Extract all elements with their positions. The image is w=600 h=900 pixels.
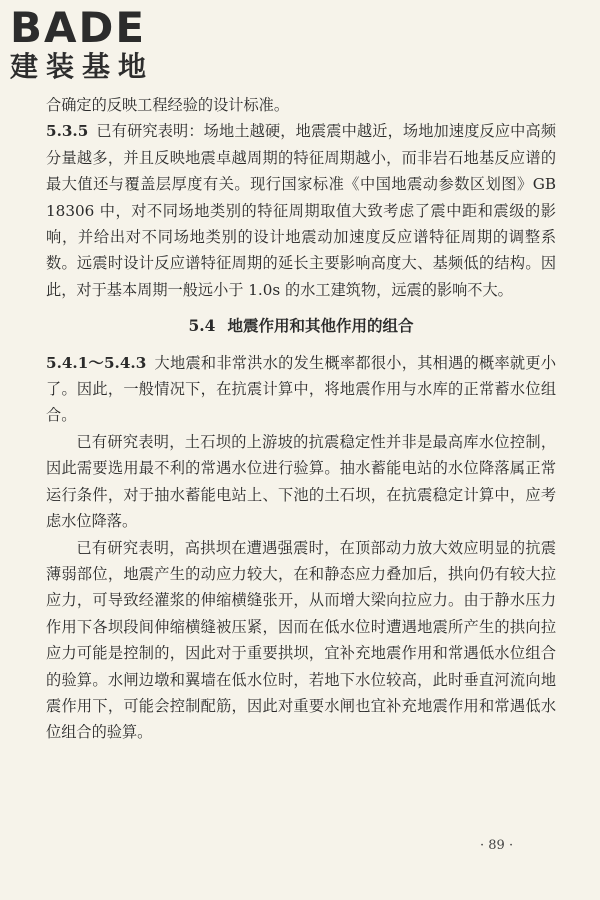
page-number: · 89 · (480, 838, 514, 853)
section-text: 大地震和非常洪水的发生概率都很小，其相遇的概率就更小了。因此，一般情况下，在抗震计算中，将地震作用与水库的正常蓄水位组合。 (46, 353, 557, 425)
section-5-4-1 (46, 350, 556, 429)
bade-logo (10, 3, 155, 84)
section-number: 5.3.5 (46, 122, 89, 141)
paragraph-arch-dam: 已有研究表明，高拱坝在遭遇强震时，在顶部动力放大效应明显的抗震薄弱部位，地震产生的动应力较大，在和静态应力叠加后，拱向仍有较大拉应力，可导致经灌浆的伸缩横缝张开，从而增大梁向拉应力。由于静水压力作用下各坝段间伸缩横缝被压紧，因而在低水位时遭遇地震所产生的拱向拉应力可能是控制的，因此对于重要拱坝，宜补充地震作用和常遇低水位组合的验算。水闸边墩和翼墙在低水位时，若地下水位较高，此时垂直河流向地震作用下，可能会控制配筋，因此对重要水闸也宜补充地震作用和常遇低水位组合的验算。 (46, 538, 556, 742)
section-5-3-5 (46, 118, 556, 303)
logo-chinese-text: 建装基地 (10, 50, 155, 83)
section-number: 5.4.1～5.4.3 (46, 353, 147, 372)
paragraph-continuation: 合确定的反映工程经验的设计标准。 (46, 96, 289, 114)
section-heading-5-4 (46, 313, 556, 339)
heading-text: 地震作用和其他作用的组合 (227, 316, 414, 336)
section-text: 已有研究表明：场地土越硬，地震震中越近，场地加速度反应中高频分量越多，并且反映地震卓越周期的特征周期越小，而非岩石地基反应谱的最大值还与覆盖层厚度有关。现行国家标准《中国地震动参数区划图》GB 18306 中，对不同场地类别的特征周期取值大致考虑了震中距和震级的影响，并给出对不同场地类别的设计地震动加速度反应谱特征周期的调整系数。远震时设计反应谱特征周期的延长主要影响高度大、基频低的结构。因此，对于基本周期一般远小于 1.0s 的水工建筑物，远震的影响不大。 (46, 122, 556, 299)
document-body (46, 92, 556, 746)
logo-latin-text: BADE (10, 3, 147, 52)
heading-number: 5.4 (188, 316, 216, 336)
paragraph-rockfill-dam: 已有研究表明，土石坝的上游坡的抗震稳定性并非是最高库水位控制，因此需要选用最不利的常遇水位进行验算。抽水蓄能电站的水位降落属正常运行条件，对于抽水蓄能电站上、下池的土石坝，在抗震稳定计算中，应考虑水位降落。 (46, 432, 556, 531)
